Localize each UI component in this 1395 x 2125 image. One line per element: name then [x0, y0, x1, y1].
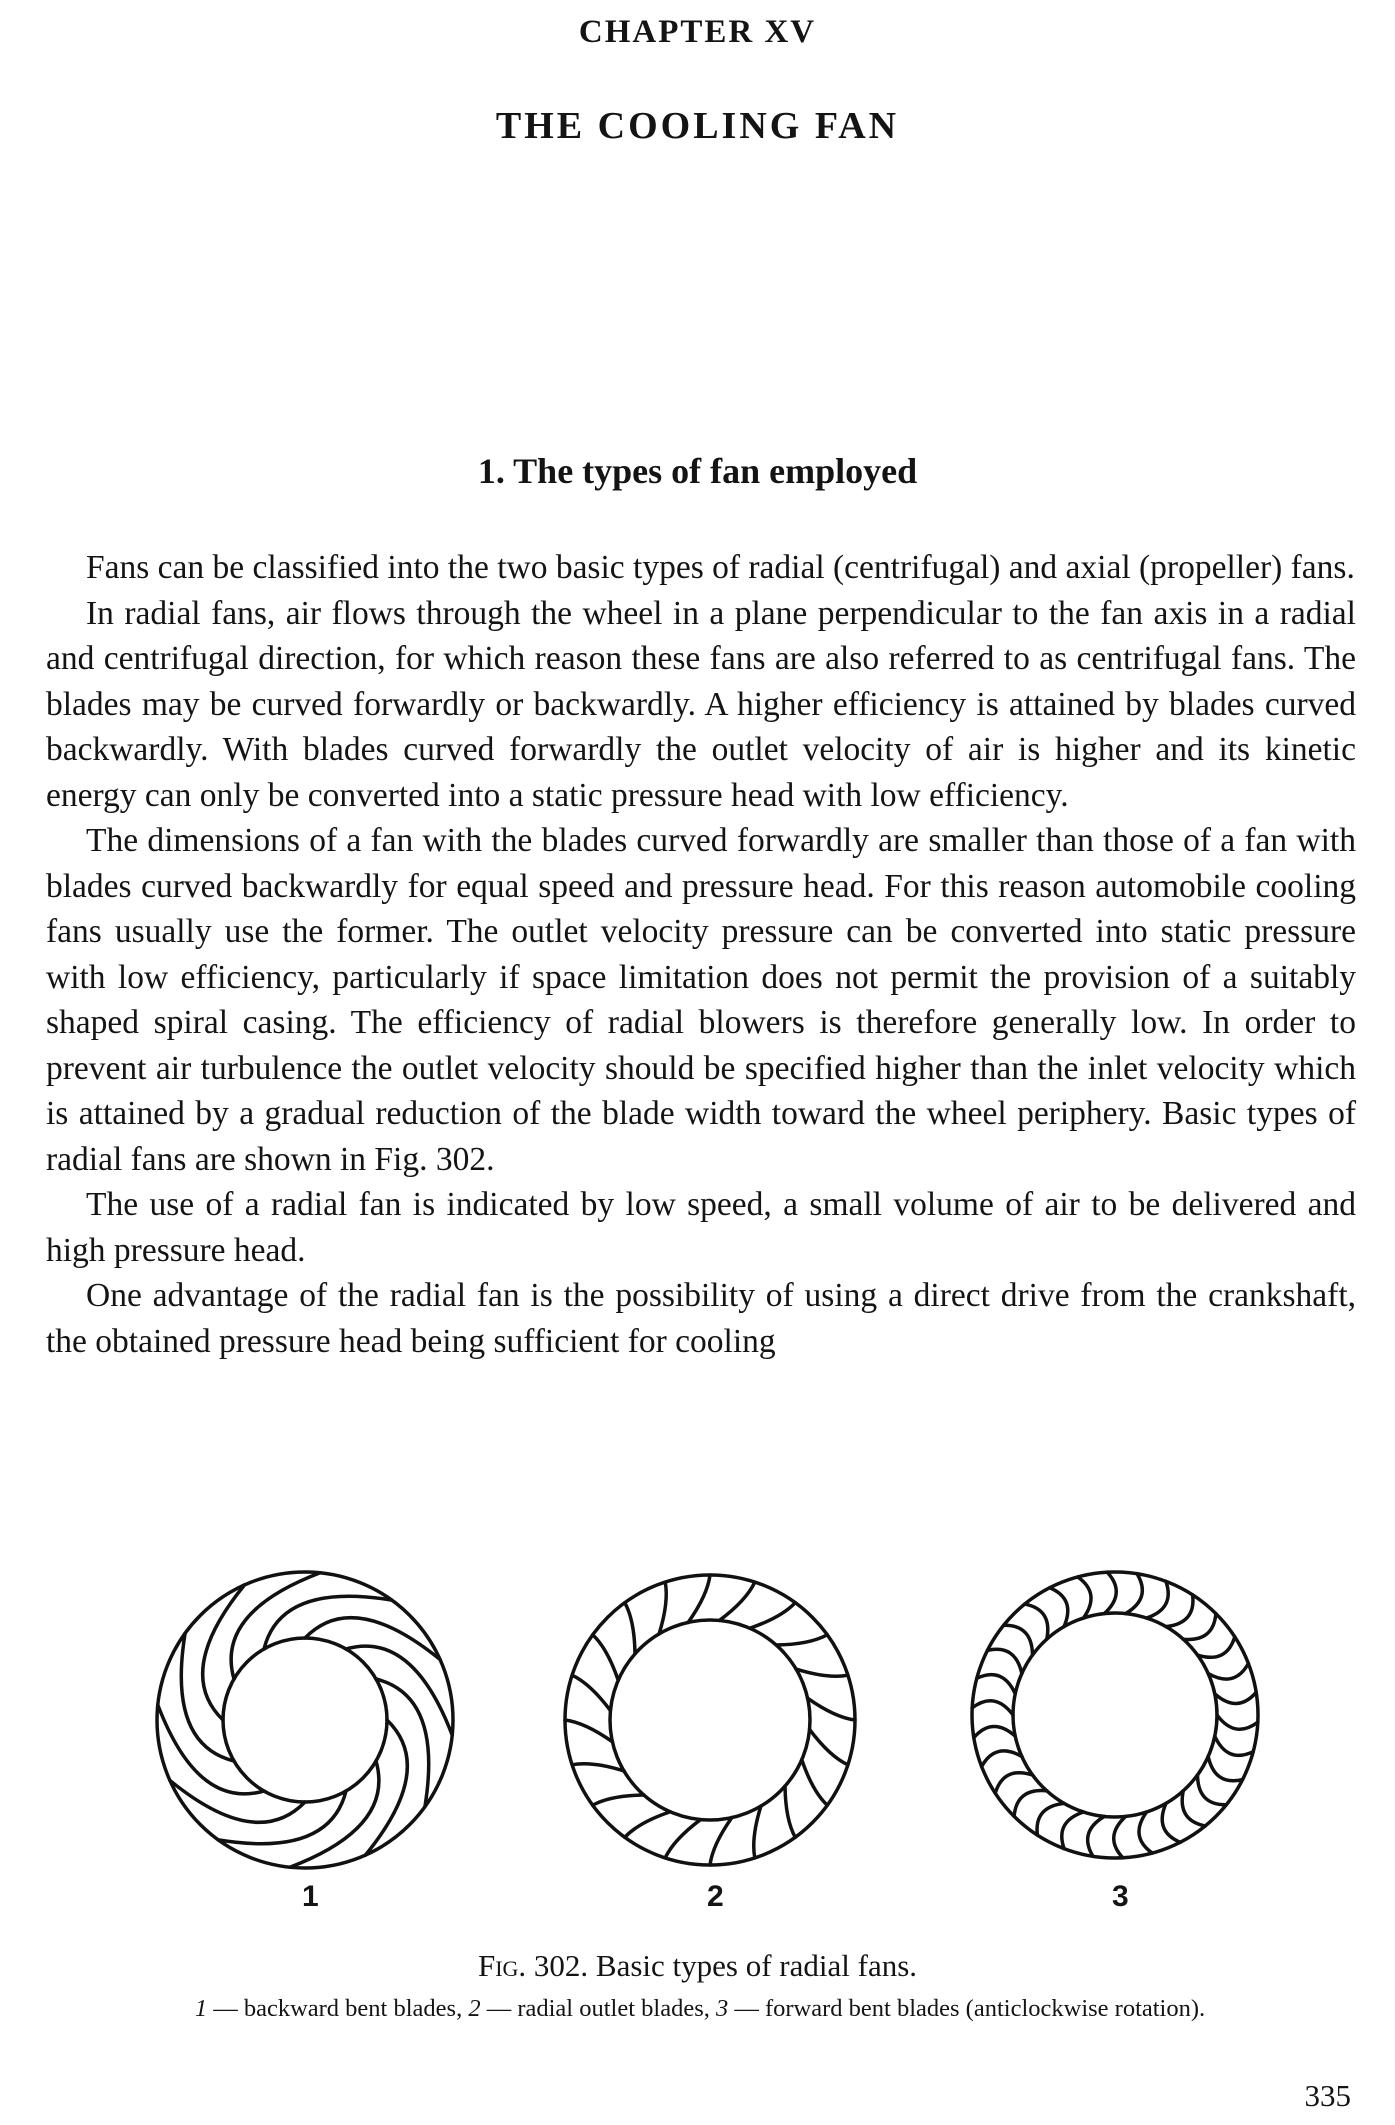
- legend-number-3: 3: [715, 1995, 729, 2022]
- fan-2-blade: [796, 1669, 848, 1676]
- fan-3-blade: [1114, 1816, 1126, 1857]
- section-heading: 1. The types of fan employed: [477, 451, 918, 491]
- legend-text-3: — forward bent blades (anticlockwise rotation).: [734, 1995, 1206, 2022]
- fan-3-inner-ring: [1013, 1613, 1217, 1817]
- fan-3-blade: [1215, 1692, 1256, 1703]
- figure-caption: [0, 1948, 1395, 1984]
- fan-3-blade: [1088, 1816, 1105, 1856]
- fan-3-blade: [1139, 1812, 1152, 1853]
- fan-2-blade: [665, 1820, 700, 1858]
- paragraph: One advantage of the radial fan is the possibility of using a direct drive from the crankshaft, the obtained pressure head being sufficient for cooling: [46, 1277, 1356, 1360]
- body-text: [46, 545, 1356, 1364]
- fan-3-blade: [995, 1773, 1032, 1793]
- fan-2-blade: [593, 1795, 644, 1805]
- fan-3-blade: [1062, 1812, 1084, 1849]
- fan-2-blade: [785, 1786, 795, 1837]
- fan-2-blade: [710, 1818, 732, 1865]
- fan-2-blade: [659, 1582, 666, 1634]
- fan-2-blade: [754, 1806, 761, 1858]
- fan-3-blade: [987, 1649, 1021, 1673]
- paragraph: Fans can be classified into the two basic types of radial (centrifugal) and axial (propeller) fans.: [86, 549, 1355, 586]
- figure-caption-label: Fig. 302.: [477, 1948, 589, 1983]
- fan-1-backward-bent-diagram: [157, 1572, 453, 1868]
- fan-2-blade: [572, 1764, 624, 1771]
- chapter-number: CHAPTER XV: [578, 14, 817, 50]
- fan-3-blade: [982, 1751, 1022, 1767]
- paragraph: In radial fans, air flows through the wheel in a plane perpendicular to the fan axis in a radial and centrifugal direction, for which reason these fans are also referred to as centrifugal fans. The blades may be curved forwardly or backwardly. A higher efficiency is attained by blades curved backwardly. With blades curved forwardly the outlet velocity of air is higher and its kinetic energy can only be converted into a static pressure head with low efficiency.: [46, 594, 1356, 814]
- fan-1-inner-ring: [223, 1638, 387, 1802]
- fan-2-blade: [719, 1582, 754, 1620]
- fan-2-blade: [808, 1698, 855, 1720]
- fan-3-blade: [1050, 1588, 1068, 1627]
- fan-3-blade: [1078, 1577, 1091, 1618]
- fan-1-outer-ring: [157, 1572, 453, 1868]
- paragraph: The dimensions of a fan with the blades curved forwardly are smaller than those of a fan with blades curved backwardly for equal speed and pressure head. For this reason automobile cooling fans usually use the former. The outlet velocity pressure can be converted into static pressure with low efficiency, particularly if space limitation does not permit the provision of a suitably shaped spiral casing. The efficiency of radial blowers is therefore generally low. In order to prevent air turbulence the outlet velocity should be specified higher than the inlet velocity which is attained by a gradual reduction of the blade width toward the wheel periphery. Basic types of radial fans are shown in Fig. 302.: [46, 822, 1356, 1178]
- fan-2-blade: [750, 1603, 796, 1629]
- fan-3-blade: [1126, 1574, 1143, 1614]
- fan-label-2: 2: [707, 1880, 724, 1913]
- fan-3-blade: [977, 1675, 1015, 1694]
- fan-2-blade: [776, 1635, 827, 1645]
- figure-caption-text: Basic types of radial fans.: [595, 1948, 918, 1983]
- fan-diagrams: [0, 1535, 1395, 1915]
- fan-2-radial-outlet-diagram: [565, 1575, 855, 1865]
- fan-3-blade: [1208, 1663, 1248, 1679]
- legend-number-2: 2: [468, 1995, 481, 2022]
- fan-3-blade: [1166, 1595, 1193, 1627]
- fan-2-blade: [565, 1720, 612, 1742]
- fan-2-inner-ring: [610, 1620, 810, 1820]
- figure-302: [0, 1535, 1395, 1915]
- fan-2-blade: [593, 1635, 619, 1681]
- fan-3-blade: [1198, 1637, 1235, 1657]
- fan-3-forward-bent-diagram: [972, 1572, 1258, 1858]
- legend-text-2: — radial outlet blades,: [486, 1995, 710, 2022]
- chapter-title: THE COOLING FAN: [495, 105, 900, 147]
- legend-number-1: 1: [194, 1995, 208, 2022]
- figure-legend: [40, 1995, 1360, 2023]
- fan-3-blade: [1162, 1803, 1180, 1842]
- fan-2-blade: [572, 1675, 610, 1710]
- fan-2-blade: [625, 1603, 635, 1654]
- fan-3-blade: [1217, 1715, 1258, 1729]
- legend-text-1: — backward bent blades,: [213, 1995, 463, 2022]
- fan-label-1: 1: [302, 1880, 319, 1913]
- fan-2-blade: [810, 1729, 848, 1764]
- fan-3-blade: [1215, 1736, 1253, 1755]
- fan-3-blade: [1147, 1581, 1169, 1618]
- fan-3-blade: [972, 1701, 1013, 1715]
- fan-2-blade: [688, 1575, 710, 1622]
- page-number: 335: [1304, 2078, 1351, 2113]
- fan-3-blade: [1208, 1756, 1242, 1780]
- fan-3-blade: [1104, 1572, 1116, 1613]
- fan-3-blade: [974, 1727, 1015, 1738]
- fan-2-blade: [802, 1760, 828, 1806]
- fan-label-3: 3: [1112, 1880, 1129, 1913]
- fan-2-blade: [625, 1812, 671, 1838]
- fan-3-blade: [1037, 1803, 1064, 1835]
- paragraph: The use of a radial fan is indicated by low speed, a small volume of air to be delivered and high pressure head.: [46, 1186, 1356, 1269]
